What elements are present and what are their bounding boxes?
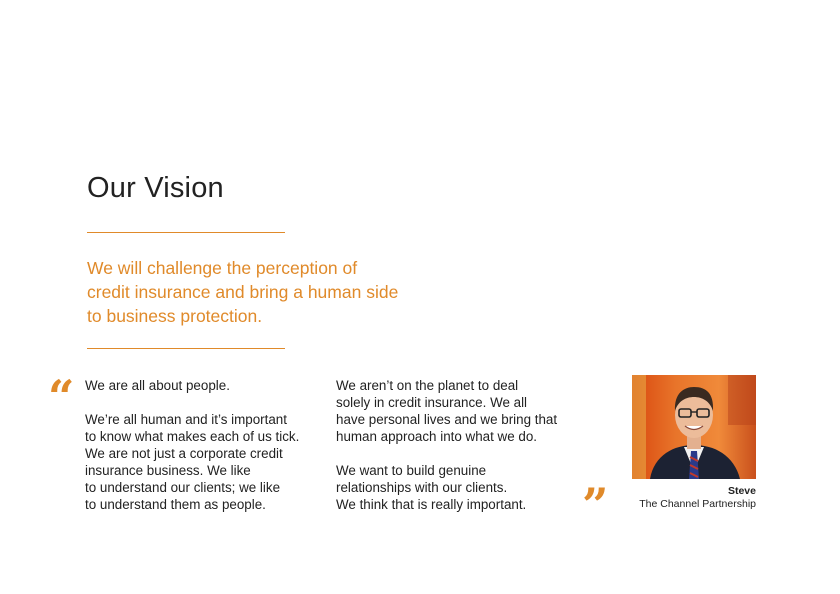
quote-author-organization: The Channel Partnership <box>639 498 756 510</box>
top-divider <box>87 232 285 233</box>
vision-statement: We will challenge the perception of credit insurance and bring a human side to business protection. <box>87 258 399 326</box>
bottom-divider <box>87 348 285 349</box>
quote-paragraph: We’re all human and it’s important to know what makes each of us tick. We are not just a corporate credit insurance business. We like to understand our clients; we like to understand them as people. <box>85 412 300 512</box>
quote-paragraph: We aren’t on the planet to deal solely in credit insurance. We all have personal lives and we bring that human approach into what we do. <box>336 378 558 444</box>
quote-author-name: Steve <box>727 485 756 497</box>
open-quote-icon: “ <box>48 370 75 424</box>
quote-column-left <box>85 377 325 530</box>
quote-paragraph: We want to build genuine relationships with our clients. We think that is really important. <box>336 463 527 512</box>
quote-paragraph: We are all about people. <box>85 378 230 393</box>
portrait-photo <box>632 375 756 479</box>
close-quote-icon: ” <box>582 478 609 532</box>
page-title: Our Vision <box>87 172 224 204</box>
quote-column-right <box>336 377 586 530</box>
